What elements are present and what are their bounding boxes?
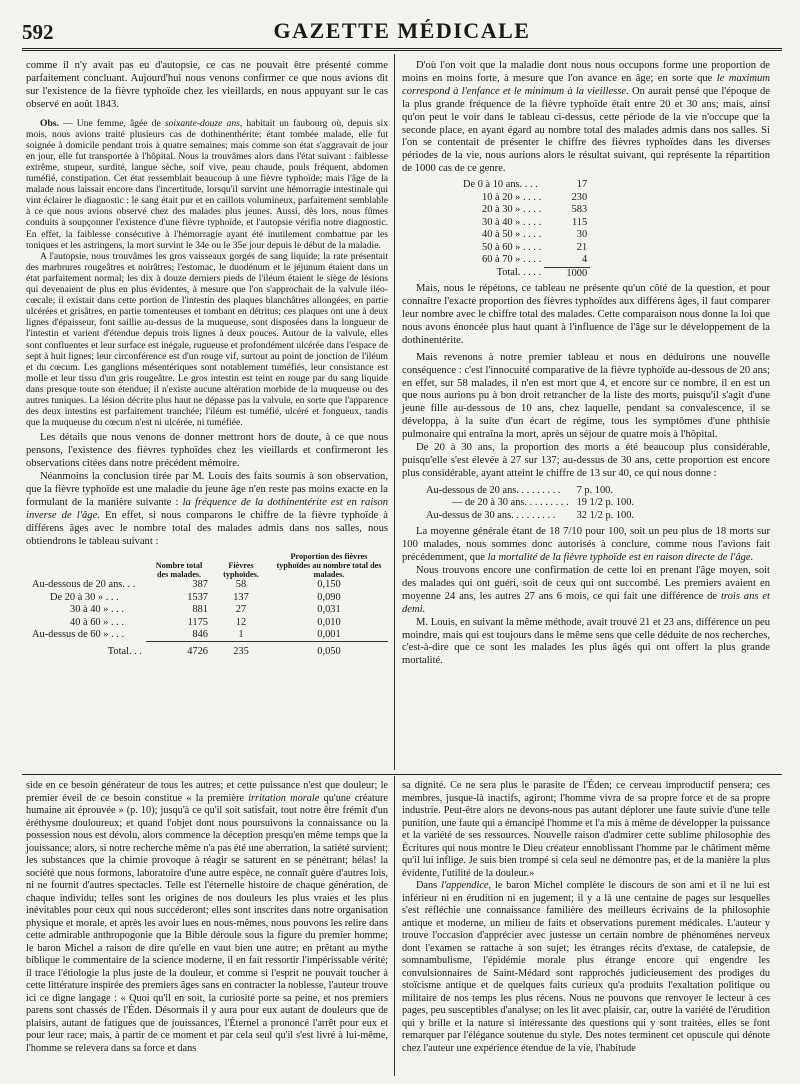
ages-total-value: 1000 xyxy=(566,267,588,279)
column-divider xyxy=(394,54,395,770)
table-row xyxy=(422,485,638,498)
age-value: 21 xyxy=(576,241,588,253)
neanmoins-text-a: Néanmoins la conclusion tirée par M. Louis des faits soumis à son observation, que la fièvre typhoïde est une maladie du jeune âge n'en reste pas moins exacte en la formulant de la manière suivante : xyxy=(26,470,388,508)
paragraph-proportion xyxy=(402,60,770,176)
total-label: Total. . . xyxy=(107,646,142,658)
section-rule xyxy=(22,774,782,775)
age-value: 230 xyxy=(571,191,588,203)
table-row xyxy=(460,229,590,242)
total-typh: 235 xyxy=(212,642,270,659)
row-label: Au-dessus de 60 » . . . xyxy=(32,629,125,641)
age-value: 115 xyxy=(571,216,588,228)
paragraph-autopsie: A l'autopsie, nous trouvâmes les gros vaisseaux gorgés de sang liquide; la rate présentait des marbrures rougeâtres et noirâtres; l'estomac, le duodénum et le jéjunum étaient dans un état parfaitement normal; les dix à douze derniers pieds de l'iléum étaient le siège de lésions qui devenaient de plus en plus évidentes, à mesure que l'on s'approchait de la valvule iléo-cœcale; il existait dans cette portion de l'intestin des plaques blanchâtres allongées, en partie ulcérées et grisâtres, en partie tomenteuses et tombant en détritus; ces plaques ont une à deux lignes d'épaisseur, font saillie au-dessus de la muqueuse, sont disposées dans la longueur de l'intestin et varient d'étendue depuis trois lignes à deux pouces. Autour de la valvule, elles sont confluentes et leur surface est inégale, rugueuse et profondément ulcérée dans l'espace de sept à huit lignes; leur circonférence est d'un rouge vif, surtout au point de jonction de l'iléum et du cœcum. Les ganglions mésentériques sont notablement tuméfiés, leur consistance est molle et leur tissu d'un gris rougeâtre. Le gros intestin est teint en rouge par du sang liquide dans presque toute son étendue; il n'existe aucune altération morbide de la muqueuse ou des autres tuniques. La lésion décrite plus haut ne dépasse pas la valvule, en sorte que l'apparence des deux intestins est parfaitement tranchée; l'iléum est tuméfié, ulcéré et fongueux, tandis que la muqueuse du cœcum n'est ni ulcérée, ni tuméfiée. xyxy=(26,250,388,429)
paragraph-louis: M. Louis, en suivant la même méthode, avait trouvé 21 et 23 ans, différence un peu moindre, mais qui est toujours dans le même sens que celle déduite de nos recherches, c'est-à-dire que ce sont les malades les plus âgés qui ont offert la plus grande mortalité. xyxy=(402,616,770,667)
appendice-text-b: , le baron Michel complète le discours de son ami et il ne lui est inférieur ni en érudition ni en jugement; il y a là une centaine de pages sur lesquelles s'est réfléchie une connaissance familière des meilleurs écrivains de la philosophie antique et moderne, un milieu de faits et observations purement médicales. L'auteur y trouve l'occasion d'apprécier avec justesse un certain nombre de phénomènes nerveux dont l'examen se rattache à son sujet; les étranges récits d'extase, de catalepsie, de somnambulisme, l'épidémie morale plus étrange encore qui engendre les convulsionnaires de Saint-Médard sont rapprochés judicieusement des prodiges du stoïcisme antique et de quelques faits curieux qu'a produits l'exaltation politique ou militaire de nos temps les plus récens. Nous ne pouvons que renvoyer le lecteur à ces pages, peu susceptibles d'analyse; on les lit avec plaisir, car, outre la variété de l'érudition qui y brille et la nature si intéressante des questions qui y sont traitées, elles se font remarquer par l'élégance soutenue du style. Des notes terminent cet opuscule qui dénote chez l'auteur une expérience étendue de la vie, l'habitude xyxy=(402,880,770,1054)
age-label: 40 à 50 » . . . . xyxy=(482,229,542,241)
table-total-row xyxy=(28,642,388,659)
table-row xyxy=(28,579,388,591)
page-header xyxy=(22,18,782,44)
table-row xyxy=(460,217,590,230)
proportion-text-b: On aurait pensé que l'époque de la plus grande fréquence de la fièvre typhoïde était entre 20 et 30 ans; mais, ainsi qu'on peut le voir dans le tableau ci-dessus, cette période de la vie n'occupe que la seconde place, en ayant égard au nombre total des malades admis dans nos salles. Si l'on se contentait de présenter le chiffre des fièvres typhoïdes dans les diverses périodes de la vie, nous aurions alors le résultat suivant, qui représente la répartition de 1000 cas de ce genre. xyxy=(402,85,771,175)
appendice-italic: l'appendice xyxy=(441,880,489,891)
mortality-label: Au-dessus de 30 ans. . . . . . . . . xyxy=(426,509,556,521)
table-row xyxy=(28,592,388,604)
age-value: 4 xyxy=(544,254,590,267)
row-prop: 0,001 xyxy=(317,629,341,641)
row-total: 881 xyxy=(192,604,208,616)
total-prop: 0,050 xyxy=(270,642,388,659)
confirmation-text-a: Nous trouvons encore une confirmation de cette loi en prenant l'âge moyen, soit des malades qui ont guéri, soit de ceux qui ont succombé. Les premiers avaient en moyenne 24 ans, les autres 27 ans 6 mois, ce qui fait une différence de xyxy=(402,564,770,602)
paragraph-proportion-morts: De 20 à 30 ans, la proportion des morts a été beaucoup plus considérable, puisqu'elle s'est élevée à 27 sur 137; au-dessus de 30 ans, cette proportion est encore plus considérable, ayant atteint le chiffre de 13 sur 40, ce qui nous donne : xyxy=(402,442,770,479)
age-value: 30 xyxy=(576,229,588,241)
age-label: De 0 à 10 ans. . . . xyxy=(463,179,538,191)
row-typh: 1 xyxy=(238,629,244,641)
mortality-label: Au-dessous de 20 ans. . . . . . . . . xyxy=(426,484,561,496)
row-prop: 0,090 xyxy=(317,591,341,603)
row-prop: 0,150 xyxy=(317,579,341,591)
observation-label: Obs. xyxy=(40,117,59,129)
observation-text-b: , habitait un faubourg où, depuis six mois, nous avions traité plusieurs cas de dothinenthérite; étant tombée malade, elle fut soignée à domicile pendant trois à quatre semaines; mais comme son état s'aggravait de jour en jour, elle fut transportée à l'hôpital. Nous la trouvâmes alors dans l'état suivant : faiblesse extrême, stupeur, surdité, langue sèche, soif vive, peau chaude, pouls fréquent, abdomen tuméfié, constipation. Cet état ressemblait beaucoup à une fièvre typhoïde; mais l'âge de la malade nous laissait encore dans l'incertitude, lorsqu'il survint une hémorragie intestinale qui vint éclairer le diagnostic : le sang était pur et en caillots volumineux, parfaitement semblable à ce que nous avions observé chez des malades plus jeunes. Aussi, dès lors, nous fûmes conduits à soupçonner l'existence d'une fièvre typhoïde, et l'autopsie vérifia notre diagnostic. En effet, la faiblesse consécutive à l'hémorragie ayant été inutilement combattue par les toniques et les astringens, la mort survint le 34e ou le 35e jour depuis le début de la maladie. xyxy=(26,117,388,251)
observation-text-a: — Une femme, âgée de xyxy=(58,117,165,129)
row-total: 846 xyxy=(192,629,208,641)
row-typh: 27 xyxy=(235,604,247,616)
mortality-label: — de 20 à 30 ans. . . . . . . . . xyxy=(452,497,569,509)
age-label: 60 à 70 » . . . . xyxy=(482,254,542,266)
left-column xyxy=(26,60,388,659)
besoin-text-b: qu'une créature humaine ait éprouvée » (p. 10); jusqu'à ce qu'il soit satisfait, tout notre être frémit d'un éréthysme douloureux; et quand l'objet dont nous poursuivons la connaissance ou la possession nous est dévolu, alors commence la déception presqu'en même temps que la jouissance; alors, si notre recherche même n'a pas été une aberration, la satiété survient; les substances que la chimie provoque à réagir se saturent en se pénétrant; hélas! la société que nous formons, laboratoire d'une autre espèce, ne connaît guère d'autres lois, ni ne fournit d'autres spectacles. Telle est l'éternelle histoire de chaque génération, de chaque individu; telles sont les origines de nos douleurs les plus vraies et les plus inévitables pour ceux qui nous succéderont; elles sont inscrites dans notre organisation physique et morale, et après les avoir lues en nous-mêmes, nous pouvons les relire dans cette admirable anthropogonie que la Bible déroule sous la figure du premier homme; le baron Michel a raison de dire qu'elle en vaut bien une autre; en prêtant au mythe biblique le commentaire de la science moderne, il en fait ressortir l'impérissable vérité; il trace l'étiologie la plus juste de la douleur, et comme si l'esprit ne pouvait toucher à cette littérature inspirée des premiers âges sans en contracter la noblesse, l'auteur trouve ici ce digne langage : « Quoi qu'il en soit, la curiosité porte sa peine, et nos premiers parens sont chassés de l'Éden. Désormais il y aura pour eux autant de douleurs que de plaisirs, autant de fatigues que de jouissances, l'Éternel a prononcé l'arrêt pour eux et pour leur race; mais, à partir de ce moment et par cela seul qu'il s'est livré à lui-même, l'homme se relevera dans sa force et dans xyxy=(26,792,388,1054)
age-label: 30 à 40 » . . . . xyxy=(482,216,542,228)
proportion-text-a: D'où l'on voit que la maladie dont nous nous occupons forme une proportion de moins en moins forte, à mesure que l'on avance en âge; en sorte que xyxy=(402,60,770,84)
moyenne-text-a: La moyenne générale étant de 18 7/10 pour 100, soit un peu plus de 18 morts sur 100 malades, nous sommes donc autorisés à conclure, comme nous l'avions fait précédemment, que xyxy=(402,526,770,564)
stats-header-total: Nombre total des malades. xyxy=(155,561,203,580)
row-total: 1537 xyxy=(187,591,208,603)
stats-header-typh: Fièvres typhoïdes. xyxy=(223,561,259,580)
table-row xyxy=(28,629,388,642)
row-typh: 58 xyxy=(235,579,247,591)
besoin-italic: irritation morale xyxy=(248,792,320,804)
ages-table xyxy=(460,179,590,280)
age-label: 20 à 30 » . . . . xyxy=(482,204,542,216)
journal-title: GAZETTE MÉDICALE xyxy=(273,18,531,43)
stats-table xyxy=(28,552,388,658)
row-label: 30 à 40 » . . . xyxy=(70,604,124,616)
moyenne-law: la mortalité de la fièvre typhoïde est en raison directe de l'âge. xyxy=(487,552,754,564)
page-number: 592 xyxy=(22,20,54,44)
row-prop: 0,010 xyxy=(317,616,341,628)
ages-total-label: Total. . . . . xyxy=(496,267,542,279)
stats-header-row xyxy=(28,552,388,579)
bottom-right-column xyxy=(402,780,770,1055)
paragraph-details: Les détails que nous venons de donner mettront hors de doute, à ce que nous pensons, l'existence des fièvres typhoïdes chez les vieillards et confirmeront les observations citées dans notre précédent mémoire. xyxy=(26,432,388,470)
paragraph-moyenne xyxy=(402,526,770,565)
row-label: De 20 à 30 » . . . xyxy=(50,591,119,603)
paragraph-besoin xyxy=(26,780,388,1055)
row-typh: 137 xyxy=(233,591,249,603)
row-typh: 12 xyxy=(235,616,247,628)
mortality-value: 32 1/2 p. 100. xyxy=(576,509,635,521)
paragraph-revenons: Mais revenons à notre premier tableau et nous en déduirons une nouvelle conséquence : c'est l'innocuité comparative de la fièvre typhoïde au-dessous de 20 ans; en effet, sur 58 malades, il n'en est mort que 4, et encore sur ce nombre, il en est un que nous aurions pu à bon droit retrancher de la liste des morts, puisqu'il s'agit d'une jeune fille au-dessous de 10 ans, chez laquelle, pendant sa convalescence, il se développa, à la suite d'un écart de régime, tous les symptômes d'une phthisie pulmonaire qui entraîna la mort, après un séjour de quatre mois à l'hôpital. xyxy=(402,351,770,441)
table-row xyxy=(460,204,590,217)
total-total: 4726 xyxy=(146,642,212,659)
paragraph-appendice xyxy=(402,880,770,1055)
row-total: 387 xyxy=(192,579,208,591)
row-prop: 0,031 xyxy=(317,604,341,616)
row-label: Au-dessous de 20 ans. . . xyxy=(32,579,136,591)
table-row xyxy=(28,604,388,616)
besoin-text-a: side en ce besoin générateur de tous les autres; et cette puissance n'est que douleur; le premier éveil de ce besoin constitue « la première xyxy=(26,780,388,804)
right-column xyxy=(402,60,770,668)
age-value: 17 xyxy=(576,179,588,191)
column-divider-bottom xyxy=(394,776,395,1076)
neanmoins-law: la fréquence de la dothinentérite est en raison inverse de l'âge. xyxy=(26,496,389,521)
proportion-law: le maximum correspond à l'enfance et le minimum à la vieillesse. xyxy=(402,72,770,97)
table-total-row xyxy=(460,267,590,280)
stats-header-prop: Proportion des fièvres typhoïdes au nombre total des malades. xyxy=(276,552,382,580)
paragraph-confirmation xyxy=(402,565,770,617)
mortality-table xyxy=(422,485,638,523)
age-label: 50 à 60 » . . . . xyxy=(482,241,542,253)
paragraph-intro: comme il n'y avait pas eu d'autopsie, ce cas ne pouvait être présenté comme parfaitement concluant. Aujourd'hui nous venons confirmer ce que nous avions dit sur l'existence de la fièvre typhoïde chez les vieillards, en nous appuyant sur le cas observé en août 1843. xyxy=(26,60,388,110)
table-row xyxy=(422,497,638,510)
appendice-text-a: Dans xyxy=(416,880,442,891)
paragraph-observation xyxy=(26,118,388,251)
row-label: 40 à 60 » . . . xyxy=(70,616,124,628)
table-row xyxy=(28,617,388,629)
mortality-value: 7 p. 100. xyxy=(576,484,613,496)
age-label: 10 à 20 » . . . . xyxy=(482,191,542,203)
table-row xyxy=(422,510,638,523)
table-row xyxy=(460,192,590,205)
paragraph-dignite: sa dignité. Ce ne sera plus le parasite de l'Éden; ce cerveau improductif pensera; ces membres, jusque-là inactifs, agiront; l'homme vivra de sa propre force et de sa propre industrie. Peut-être alors ne devons-nous pas autant déplorer une faute suivie d'une telle punition, une faute qui a émancipé l'homme et l'a mis à même de développer la puissance et la variété de ses ressources. Nouvelle raison d'admirer cette sublime philosophie des Écritures qui nous montre le Dieu créateur ennoblissant l'homme par le châtiment même qu'il lui inflige. Je suis bien trompé si cela seul ne démontre pas, et de la manière la plus évidente, l'utilité de la douleur.» xyxy=(402,780,770,879)
confirmation-diff: trois ans et demi. xyxy=(402,590,770,615)
row-total: 1175 xyxy=(187,616,208,628)
mortality-value: 19 1/2 p. 100. xyxy=(576,497,635,509)
table-row xyxy=(460,254,590,267)
observation-age: soixante-douze ans xyxy=(164,117,240,129)
neanmoins-text-b: En effet, si nous comparons le chiffre de la fièvre typhoïde à différens âges avec le nombre total des malades admis dans nos salles, nous obtiendrons le tableau suivant : xyxy=(26,509,388,547)
paragraph-repetons: Mais, nous le répétons, ce tableau ne présente qu'un côté de la question, et pour connaître l'exacte proportion des fièvres typhoïdes aux différens âges, il faut comparer leur nombre avec le chiffre total des malades. Cette comparaison nous donne la loi que nous avons énoncée plus haut quant à l'influence de l'âge sur le développement de la dothinentérite. xyxy=(402,283,770,346)
header-rule xyxy=(22,48,782,51)
age-value: 583 xyxy=(571,204,588,216)
paragraph-neanmoins xyxy=(26,471,388,548)
table-row xyxy=(460,242,590,255)
table-row xyxy=(460,179,590,192)
bottom-left-column xyxy=(26,780,388,1055)
